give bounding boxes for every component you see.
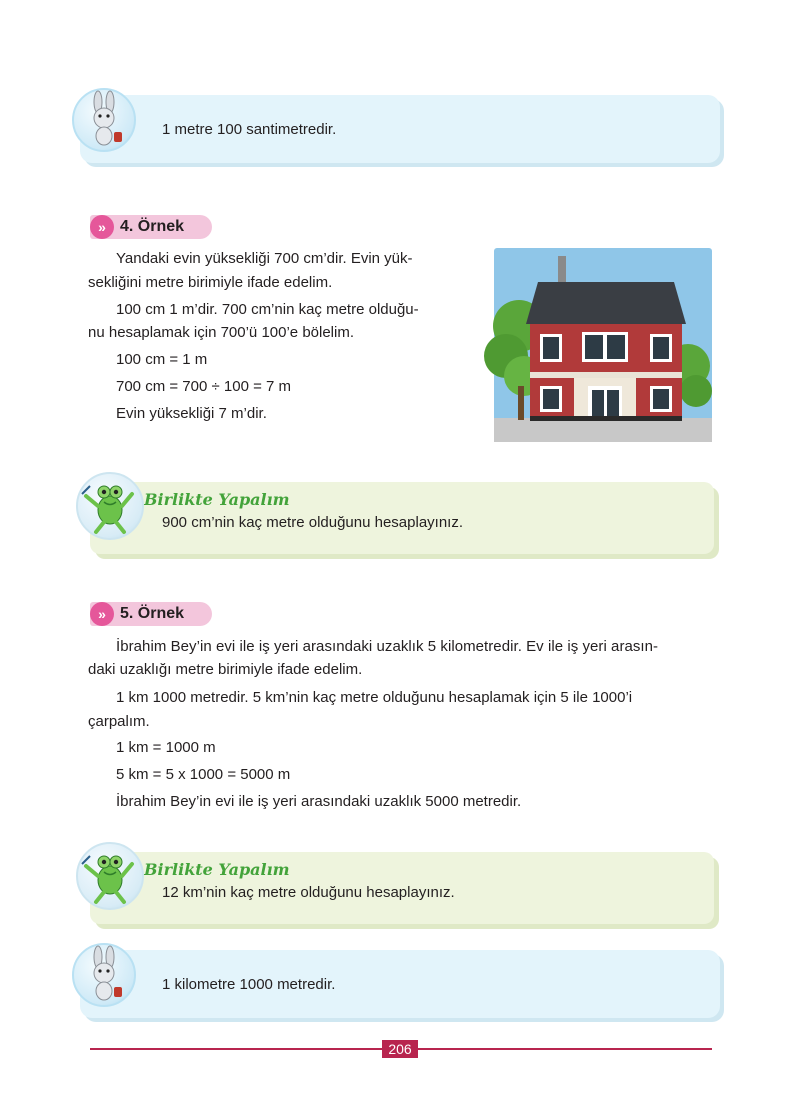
info-box-2	[80, 950, 720, 1018]
example-5-title: 5. Örnek	[120, 605, 185, 622]
together-text-1: 900 cm’nin kaç metre olduğunu hesaplayınız.	[162, 514, 464, 531]
example-4-label	[90, 215, 212, 239]
example-4-line-3: 100 cm 1 m’dir. 700 cm’nin kaç metre olduğu-	[116, 301, 419, 318]
frog-mascot-icon	[76, 842, 144, 910]
example-4-line-4: nu hesaplamak için 700’ü 100’e bölelim.	[88, 324, 355, 341]
example-4-line-2: sekliğini metre birimiyle ifade edelim.	[88, 274, 333, 291]
rabbit-mascot-icon	[72, 943, 136, 1007]
together-box-2	[90, 852, 714, 924]
info-text-1: 1 metre 100 santimetredir.	[162, 121, 337, 138]
example-4-line-1: Yandaki evin yüksekliği 700 cm’dir. Evin yük-	[116, 250, 413, 267]
frog-mascot-icon	[76, 472, 144, 540]
example-5-line-2: daki uzaklığı metre birimiyle ifade edelim.	[88, 661, 363, 678]
double-chevron-icon: »	[90, 215, 114, 239]
example-4-line-5: 100 cm = 1 m	[116, 351, 208, 368]
house-illustration	[474, 246, 714, 446]
example-5-line-1: İbrahim Bey’in evi ile iş yeri arasındaki uzaklık 5 kilometredir. Ev ile iş yeri arasın-	[116, 638, 659, 655]
info-text-2: 1 kilometre 1000 metredir.	[162, 976, 336, 993]
example-5-line-7: İbrahim Bey’in evi ile iş yeri arasındaki uzaklık 5000 metredir.	[116, 793, 522, 810]
page-number: 206	[382, 1040, 418, 1058]
example-4-line-7: Evin yüksekliği 7 m’dir.	[116, 405, 267, 422]
example-5-line-6: 5 km = 5 x 1000 = 5000 m	[116, 766, 291, 783]
example-4-line-6: 700 cm = 700 ÷ 100 = 7 m	[116, 378, 292, 395]
rabbit-mascot-icon	[72, 88, 136, 152]
info-box-1	[80, 95, 720, 163]
example-5-label	[90, 602, 212, 626]
together-title-2: Birlikte Yapalım	[144, 860, 290, 879]
together-box-1	[90, 482, 714, 554]
example-4-title: 4. Örnek	[120, 218, 185, 235]
together-title-1: Birlikte Yapalım	[144, 490, 290, 509]
example-5-line-3: 1 km 1000 metredir. 5 km’nin kaç metre olduğunu hesaplamak için 5 ile 1000’i	[116, 689, 633, 706]
together-text-2: 12 km’nin kaç metre olduğunu hesaplayınız.	[162, 884, 455, 901]
example-5-line-5: 1 km = 1000 m	[116, 739, 216, 756]
double-chevron-icon: »	[90, 602, 114, 626]
example-5-line-4: çarpalım.	[88, 713, 150, 730]
